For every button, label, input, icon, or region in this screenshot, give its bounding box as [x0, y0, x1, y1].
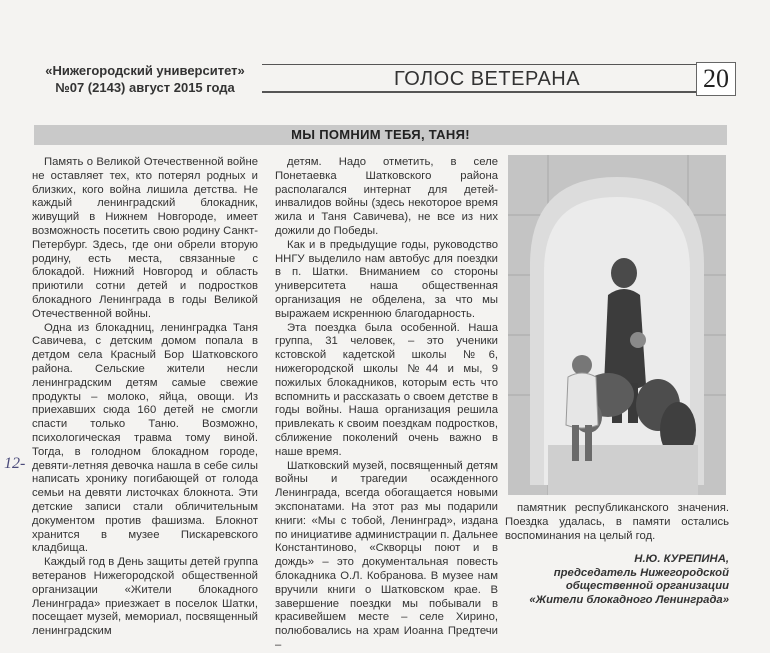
section-title: ГОЛОС ВЕТЕРАНА — [394, 68, 581, 90]
author-role: председатель Нижегородской — [553, 566, 729, 579]
header-rule-bottom — [262, 91, 728, 93]
handwritten-margin-note: 12- — [4, 455, 26, 472]
article-column-1 — [32, 156, 258, 639]
issue-info: №07 (2143) август 2015 года — [55, 80, 235, 95]
article-title: МЫ ПОМНИМ ТЕБЯ, ТАНЯ! — [34, 125, 727, 145]
paragraph: Как и в предыдущие годы, руководство ННГУ выделило нам автобус для поездки в п. Шатки. Вниманием со стороны университета наша общественная организация не обделена, за что мы выражаем искреннюю благодарность. — [275, 238, 498, 320]
paragraph: детям. Надо отметить, в селе Понетаевка Шатковского района располагался интернат для детей-инвалидов войны (здесь некоторое время жила и Таня Савичева), не все из них дожили до Победы. — [275, 156, 498, 237]
paragraph: Каждый год в День защиты детей группа ветеранов Нижегородской общественной организации «Жители блокадного Ленинграда» приезжает в поселок Шатки, посещает музей, мемориал, посвященный ленинградским — [32, 556, 258, 638]
paragraph: Память о Великой Отечественной войне не оставляет тех, кто потерял родных и близких, кого война лишила детства. Не каждый ленинградский блокадник, живущий в Нижнем Новгороде, имеет возможность посетить свою родину Санкт-Петербург. Здесь, где они обрели вторую родину, есть места, связанные с блокадой. Нижний Новгород и область приютили сотни детей и подростков блокадного Ленинграда в годы Великой Отечественной войны. — [32, 156, 258, 320]
author-name: Н.Ю. КУРЕПИНА, — [634, 553, 729, 565]
page-number: 20 — [696, 62, 736, 96]
signature-block — [500, 553, 729, 607]
publication-name: «Нижегородский университет» — [45, 63, 245, 78]
header-rule-top — [262, 64, 728, 65]
paragraph: Одна из блокадниц, ленинградка Таня Савичева, с детским домом попала в детдом села Красный Бор Шатковского района. Сельские жители несли ленинградским детям самые свежие продукты – молоко, яйца, овощи. Из приехавших сюда 160 детей не смогли спасти только Таню. Возможно, психологическая травма тому виной. Тогда, в голодном блокадном городе, девяти-летняя девочка нашла в себе силы написать хронику погибающей от голода семьи на девяти листочках блокнота. Эти детские записи стали обличительным документом против фашизма. Блокнот хранится в музее Пискаревского кладбища. — [32, 321, 258, 555]
article-column-3 — [505, 502, 729, 543]
paragraph: Шатковский музей, посвященный детям войны и трагедии осажденного Ленинграда, всегда обогащается новыми экспонатами. На этот раз мы подарили книги: «Мы с тобой, Ленинград», издана по инициативе администрации п. Дальнее Константиново, «Скворцы поют и в дождь» – это документальная повесть блокадника О.Л. Кобранова. В музее нам вручили книги о Шатковском крае. В завершение поездки мы побывали в красивейшем месте – селе Хирино, полюбовались на храм Иоанна Предтечи – — [275, 459, 498, 651]
author-role: общественной организации — [565, 580, 729, 593]
paragraph: Эта поездка была особенной. Наша группа, 31 человек, – это ученики кстовской кадетской школы №6, нижегородской школы №44 и мы, 9 пожилых блокадников, которым есть что вспомнить и рассказать о своем детстве в годы войны. Наша организация решила привлекать к своим поездкам подростков, сближение поколений очень важно в наше время. — [275, 321, 498, 458]
article-column-2 — [275, 156, 498, 653]
page-header — [36, 62, 736, 100]
author-role: «Жители блокадного Ленинграда» — [529, 593, 729, 606]
paragraph: памятник республиканского значения. Поездка удалась, в памяти остались воспоминания на целый год. — [505, 502, 729, 542]
monument-photo — [508, 155, 726, 495]
publication-info — [36, 62, 254, 98]
